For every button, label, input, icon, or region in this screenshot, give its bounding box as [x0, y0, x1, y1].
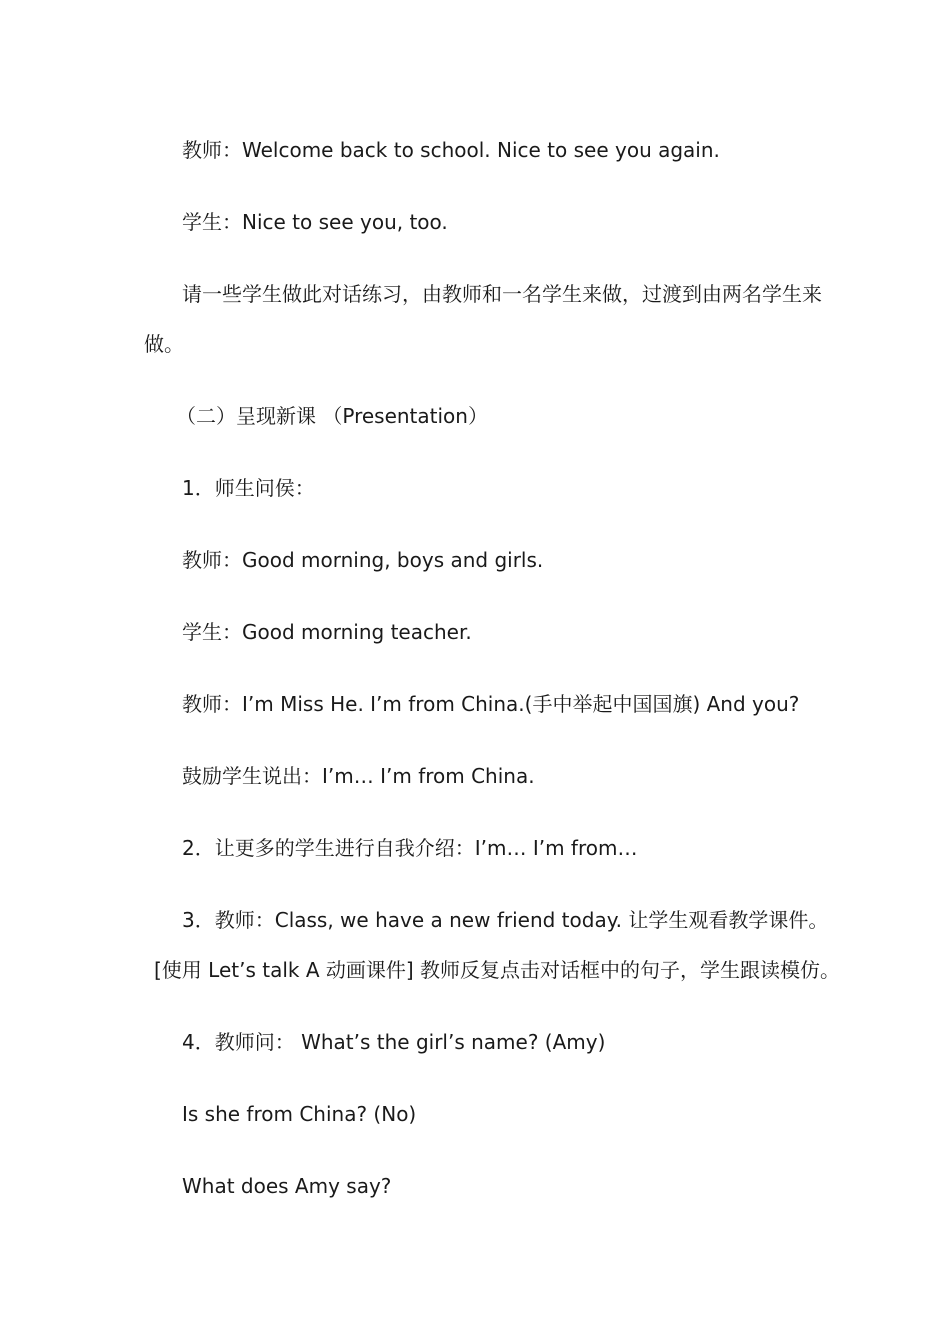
step-4-question-china: Is she from China? (No) [182, 1102, 417, 1126]
dialogue-student-nice: 学生：Nice to see you, too. [182, 210, 448, 234]
dialogue-teacher-good-morning: 教师：Good morning, boys and girls. [182, 548, 544, 572]
step-3-courseware-note: [使用 Let’s talk A 动画课件] 教师反复点击对话框中的句子，学生跟读模仿。 [154, 958, 841, 982]
dialogue-teacher-intro: 教师：I’m Miss He. I’m from China.(手中举起中国国旗) And you? [182, 692, 800, 716]
step-4-question-say: What does Amy say? [182, 1174, 392, 1198]
dialogue-student-good-morning: 学生：Good morning teacher. [182, 620, 472, 644]
step-3-new-friend: 3．教师：Class, we have a new friend today. 让学生观看教学课件。 [182, 908, 829, 932]
instruction-practice: 请一些学生做此对话练习，由教师和一名学生来做，过渡到由两名学生来 [182, 282, 822, 306]
instruction-practice-continued: 做。 [144, 332, 184, 356]
dialogue-teacher-welcome: 教师：Welcome back to school. Nice to see you again. [182, 138, 720, 162]
step-2-self-intro: 2．让更多的学生进行自我介绍：I’m… I’m from… [182, 836, 638, 860]
section-heading-presentation: （二）呈现新课 （Presentation） [176, 404, 488, 428]
step-4-question-name: 4．教师问： What’s the girl’s name? (Amy) [182, 1030, 606, 1054]
step-1-heading: 1．师生问侯： [182, 476, 315, 500]
instruction-encourage: 鼓励学生说出：I’m… I’m from China. [182, 764, 535, 788]
